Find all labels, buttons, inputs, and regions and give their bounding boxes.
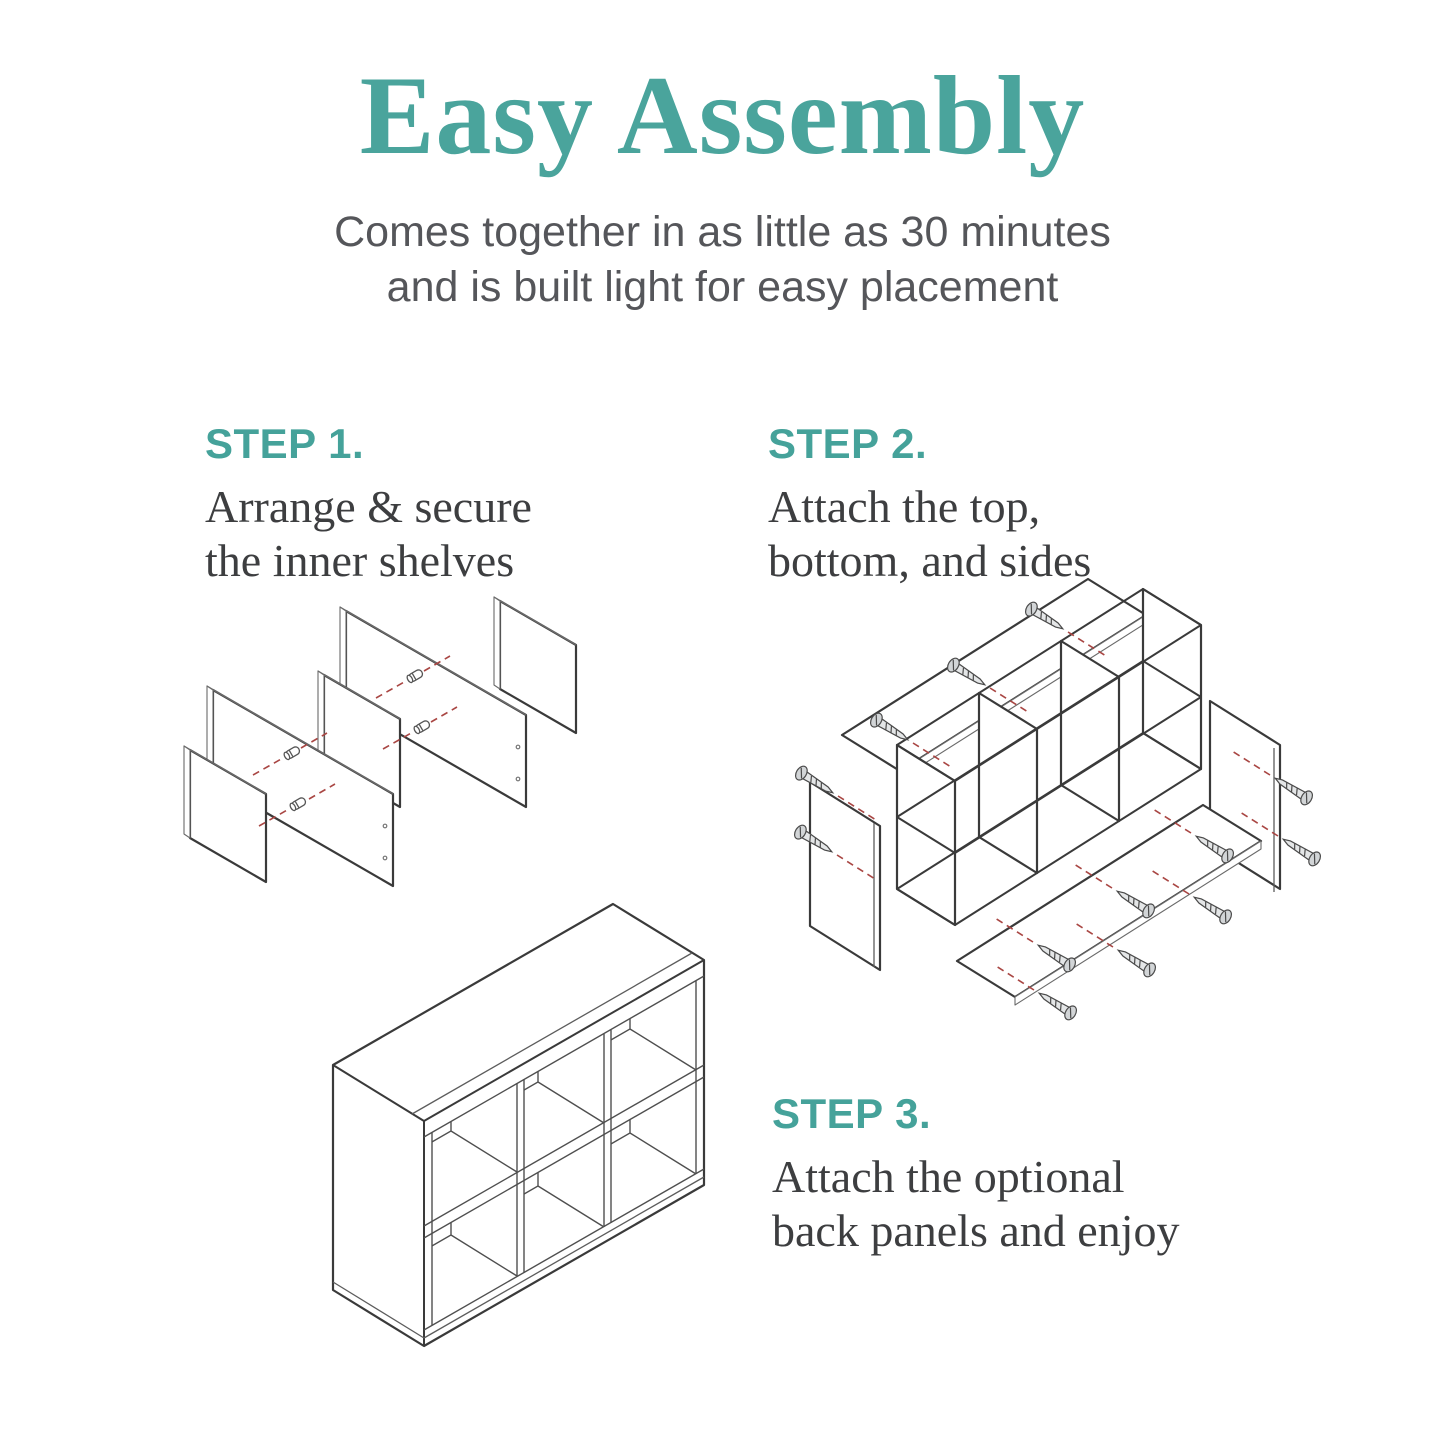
step-3-desc-line-2: back panels and enjoy — [772, 1205, 1180, 1256]
screw-icon — [1035, 987, 1079, 1022]
subtitle-line-1: Comes together in as little as 30 minutes — [334, 208, 1111, 256]
step-1-illustration-exploded-shelves-icon — [165, 595, 645, 940]
step-1-desc-line-1: Arrange & secure — [205, 481, 532, 532]
screw-icon — [1190, 891, 1234, 926]
step-3-desc-line-1: Attach the optional — [772, 1151, 1125, 1202]
page-title: Easy Assembly — [359, 54, 1086, 178]
step-1-block — [205, 420, 532, 588]
step-1-desc-line-2: the inner shelves — [205, 535, 515, 586]
step-3-illustration-finished-shelf-icon — [320, 895, 760, 1395]
step-2-desc-line-2: bottom, and sides — [768, 535, 1092, 586]
step-3-label: STEP 3. — [772, 1090, 932, 1137]
step-2-desc-line-1: Attach the top, — [768, 481, 1041, 532]
screw-icon — [1114, 944, 1158, 979]
step-2-label: STEP 2. — [768, 420, 928, 467]
step-2-illustration-exploded-frame-icon — [770, 560, 1375, 1025]
subtitle — [0, 205, 1445, 315]
step-3-description — [772, 1150, 1179, 1258]
step-1-description — [205, 480, 532, 588]
screw-icon — [1279, 833, 1323, 868]
step-1-label: STEP 1. — [205, 420, 365, 467]
step-3-block — [772, 1090, 1179, 1258]
shelf-outline — [333, 904, 704, 1346]
subtitle-line-2: and is built light for easy placement — [386, 263, 1059, 311]
